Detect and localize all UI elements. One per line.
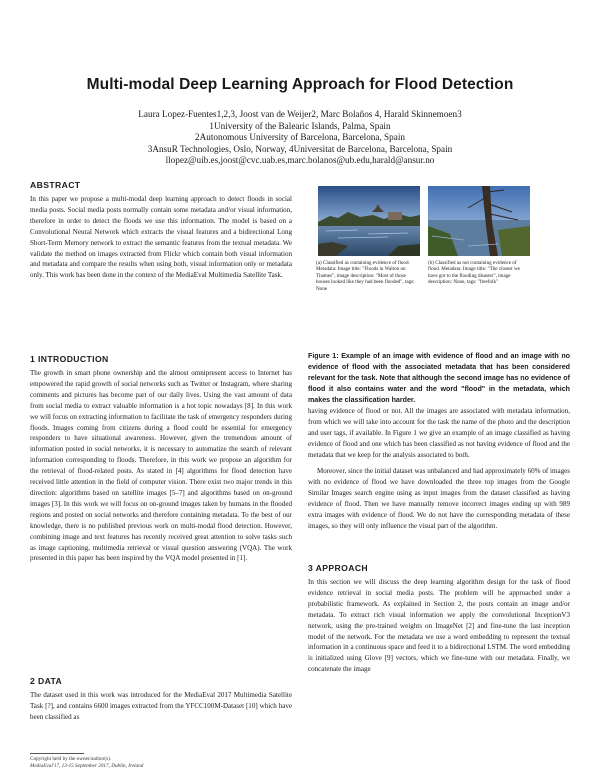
copyright-notice [30, 753, 143, 770]
footnote-rule [30, 753, 84, 754]
figure-caption: Figure 1: Example of an image with evidence of flood and an image with no evidence of flood with the associated metadata that has been considered relevant for the task. Note that although the second image has no evidence of flood it also contains water and the word "flood" in the metadata, which makes the classification harder. [308, 352, 570, 404]
paper-title: Multi-modal Deep Learning Approach for Flood Detection [86, 76, 514, 93]
introduction-text: The growth in smart phone ownership and the almost omnipresent access to Internet has empowered the rapid growth of social networks such as Twitter or Instagram, where sharing comments and pictures has become part of our daily lives. Using the vast amount of data from social media to extract valuable information is a hot topic nowadays [8]. In this work we will focus on extracting information to facilitate the task of emergency responders during floods. Images coming from citizens during a flood could be essential for emergency responders to have situational awareness. However, given the tremendous amount of information posted in social networks, it is necessary to automatize the search of relevant information corresponding to floods. Therefore, in this work we propose an algorithm for the retrieval of flood-related posts. As stated in [4] algorithms for flood detection have received little attention in the field of computer vision. There exist two major trends in this direction: algorithms based on satellite images [5–7] and algorithms based on on-ground images [3]. In this work we will focus on on-ground images taken by humans in the flooded regions and posted on social networks and therefore containing metadata. To the best of our knowledge, there is no published previous work on multi-modal flood detection. However, combining image and text features has recently received great attention to solve tasks such as image captioning, multimedia retrieval or visual question answering (VQA). The work presented in this paper has been inspired by the VQA model presented in [1]. [30, 369, 292, 563]
author-block [0, 109, 600, 167]
author-names: Laura Lopez-Fuentes1,2,3, Joost van de Weijer2, Marc Bolaños 4, Harald Skinnemoen3 [138, 109, 462, 119]
approach-heading: 3 APPROACH [308, 563, 369, 573]
subcaption-a: (a) Classified as containing evidence of flood. Metadata: Image title: "Floods in Walton on Thames", image description: "Most of those houses looked like they had been flooded", tags: None [316, 260, 415, 292]
approach-text: In this section we will discuss the deep learning algorithm design for the task of flood evidence retrieval in social media posts. The problem will be approached under a probabilistic framework. As explained in Section 2, the posts contain an image and/or metadata. To extract rich visual information we apply the convolutional InceptionV3 network, using the pre-trained weights on ImageNet [2] and fine-tune the last inception model of the network. For the metadata we use a word embedding to represent the textual information in a continuous space and feed it to a bidirectional LSTM. The word embedding is initialized using Glove [9] vectors, which we fine-tune with our metadata. Finally, we concatenate the image [308, 578, 570, 674]
data-heading: 2 DATA [30, 676, 63, 686]
non-flood-photo [428, 186, 530, 256]
flood-photo [318, 186, 420, 256]
subcaption-b: (b) Classified as not containing evidence of flood. Metadata: Image title: "The closest we have got to the flooding disaster", image description: None, tags: "freefolk" [428, 260, 520, 286]
affiliation-2: 2Autonomous University of Barcelona, Barcelona, Spain [195, 132, 405, 143]
affiliation-3: 3AnsuR Technologies, Oslo, Norway, 4Universitat de Barcelona, Barcelona, Spain [147, 143, 453, 154]
copyright-line: Copyright held by the owner/author(s). [30, 756, 112, 762]
author-emails: llopez@uib.es,joost@cvc.uab.es,marc.bolanos@ub.edu,harald@ansur.no [165, 155, 435, 166]
data-continued-p1: having evidence of flood or not. All the images are associated with metadata information, from which we will take into account for the task the name of the photo and the description and user tags, if available. In Figure 1 we give an example of an image classified as having evidence of flood and one which has been classified as not having evidence of flood and the metadata that we keep for the analysis associated to both. [308, 407, 570, 459]
abstract-heading: ABSTRACT [30, 180, 81, 190]
venue-line: MediaEval'17, 13-15 September 2017, Dublin, Ireland [30, 763, 144, 769]
introduction-heading: 1 INTRODUCTION [30, 354, 109, 364]
affiliation-1: 1University of the Balearic Islands, Palma, Spain [209, 120, 391, 131]
data-continued-p2: Moreover, since the initial dataset was unbalanced and had approximately 60% of images with no evidence of flood we have downloaded the three top images from the Google Similar Images search engine using as input images from the dataset classified as having evidence of flood. Then we have manually remove incorrect images ending up with 989 extra images with evidence of flood. We do not have the corresponding metadata of these images, so they will only influence the visual part of the algorithm. [308, 467, 570, 530]
data-text: The dataset used in this work was introduced for the MediaEval 2017 Multimedia Satellite Task [?], and contains 6600 images extracted from the YFCC100M-Dataset [10] which have been classified as [30, 691, 292, 721]
abstract-text: In this paper we propose a multi-modal deep learning approach to detect floods in social media posts. Social media posts normally contain some metadata and/or visual information, therefore in order to detect the floods we use this information. The model is based on a Convolutional Neural Network which extracts the visual features and a bidirectional Long Short-Term Memory network to extract the semantic features from the textual metadata. We validate the method on images extracted from Flickr which contain both visual information and metadata and compare the results when using both, visual information only or metadata only. This work has been done in the context of the MediaEval Multimedia Satellite Task. [30, 195, 292, 280]
